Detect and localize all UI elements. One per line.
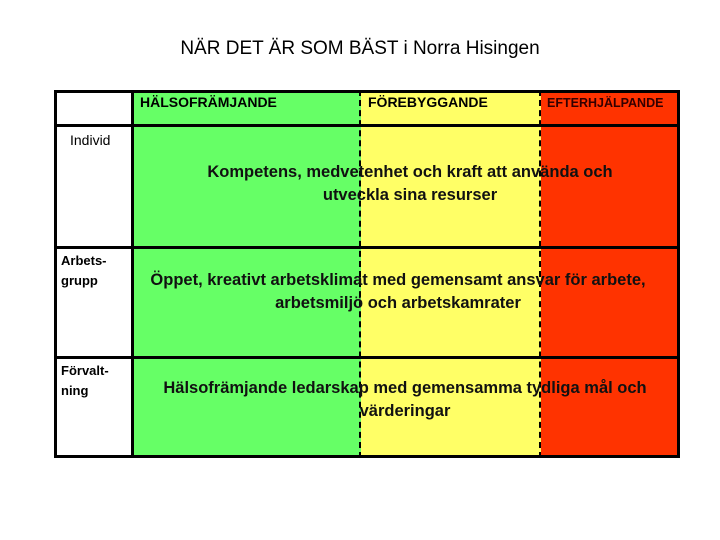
row-text-individ: Kompetens, medvetenhet och kraft att använda och utveckla sina resurser <box>207 163 613 204</box>
row-text-arbetsgrupp: Öppet, kreativt arbetsklimat med gemensamt ansvar för arbete, arbetsmiljö och arbetskamrater <box>150 271 646 312</box>
header-halsoframjande: HÄLSOFRÄMJANDE <box>140 94 277 110</box>
row-label-individ: Individ <box>70 132 111 148</box>
row-text-forvaltning: Hälsofrämjande ledarskap med gemensamma tydliga mål och värderingar <box>163 379 647 420</box>
page-title: NÄR DET ÄR SOM BÄST i Norra Hisingen <box>180 38 540 59</box>
row-divider <box>54 246 680 249</box>
row-divider <box>54 124 680 127</box>
row-divider <box>54 356 680 359</box>
header-forebyggande: FÖREBYGGANDE <box>368 94 488 110</box>
header-efterhjalpande: EFTERHJÄLPANDE <box>547 96 664 110</box>
left-column-divider <box>131 90 134 458</box>
row-label-forvaltning: Förvalt-ning <box>61 363 109 398</box>
row-label-arbetsgrupp: Arbets-grupp <box>61 253 107 288</box>
